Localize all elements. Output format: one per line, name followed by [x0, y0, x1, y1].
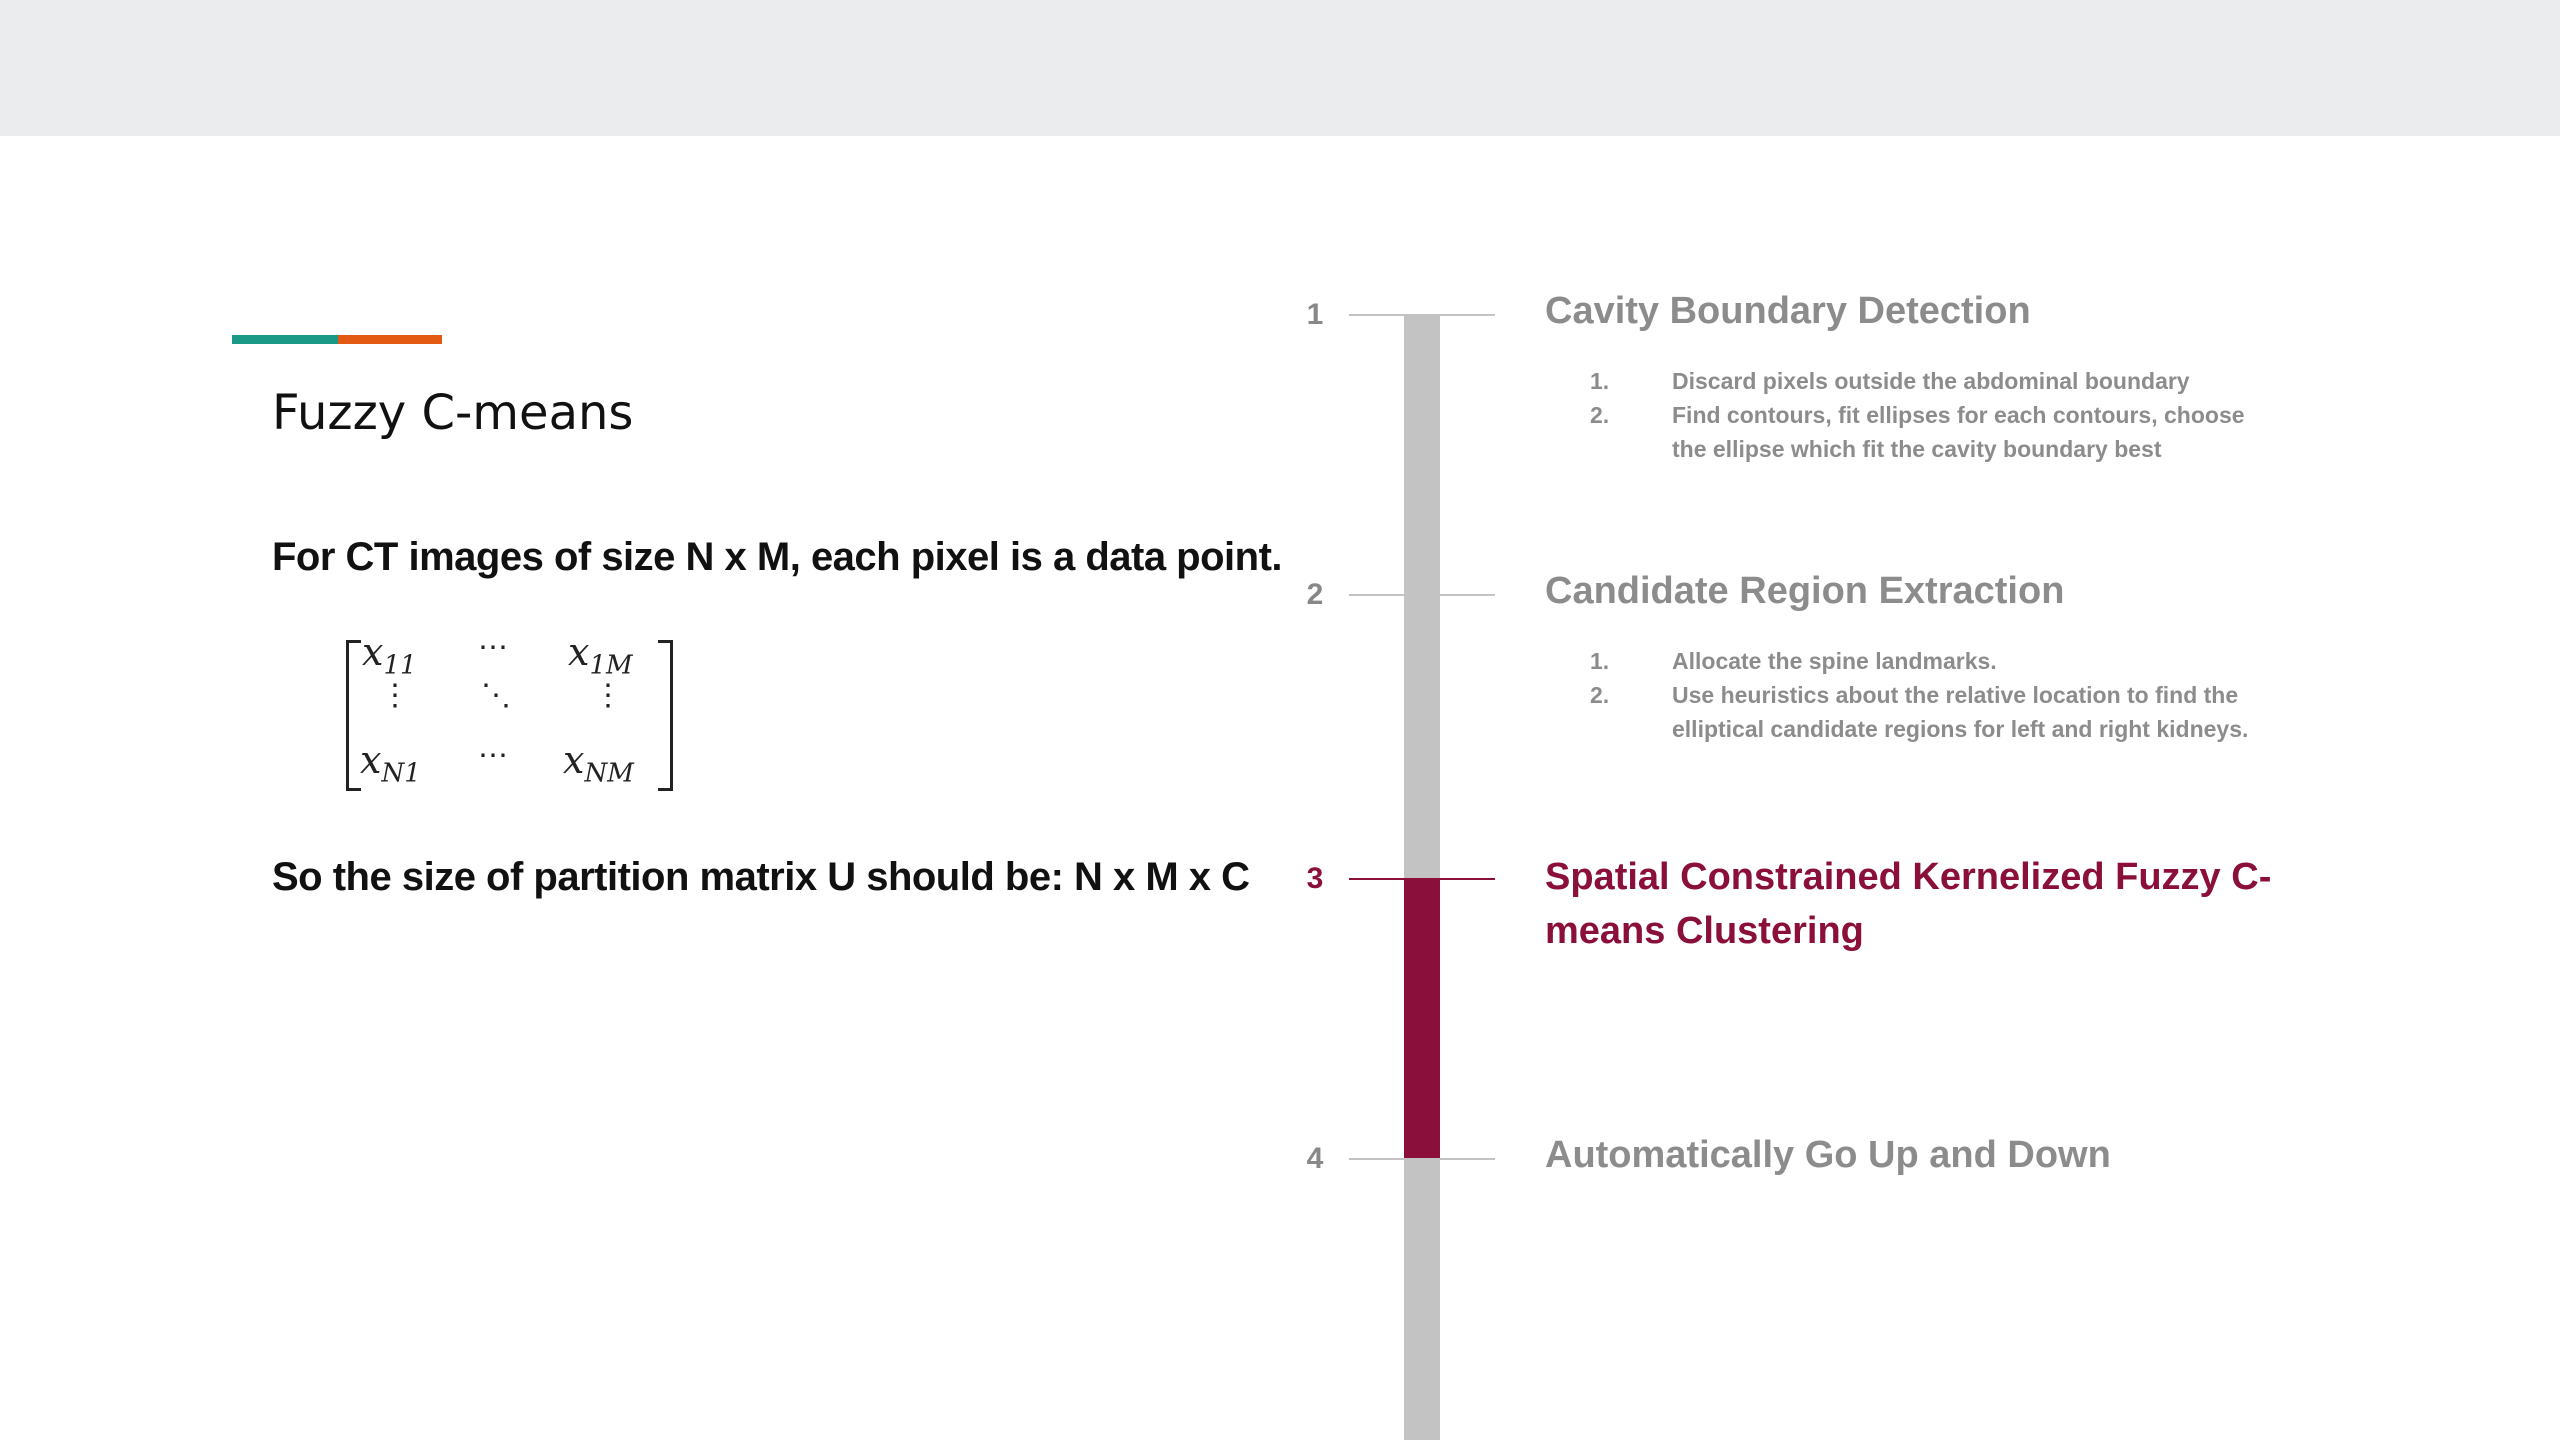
- step-title-1: Cavity Boundary Detection: [1545, 290, 2031, 332]
- matrix-right-bracket: [658, 640, 673, 791]
- matrix-cell-x11: $x_{11}$: [362, 630, 417, 681]
- timeline-tick-2: [1349, 594, 1495, 596]
- step-title-2: Candidate Region Extraction: [1545, 570, 2065, 612]
- matrix-hdots-top: ⋯: [478, 630, 508, 665]
- step-number-4: 4: [1306, 1142, 1324, 1175]
- timeline-tick-1: [1349, 314, 1495, 316]
- accent-bar-teal: [232, 335, 338, 344]
- list-item: 2. Find contours, fit ellipses for each contours, choose the ellipse which fit the cavity boundary best: [1590, 402, 2245, 462]
- matrix-left-bracket: [346, 640, 361, 791]
- timeline-tick-4: [1349, 1158, 1495, 1160]
- matrix-cell-x1M: $x_{1M}$: [568, 630, 633, 681]
- timeline-active-segment: [1404, 880, 1440, 1160]
- step-title-4: Automatically Go Up and Down: [1545, 1134, 2111, 1176]
- step-number-1: 1: [1306, 298, 1324, 331]
- matrix-ddots: ⋱: [481, 678, 511, 713]
- pixel-matrix: [338, 630, 678, 790]
- list-item: 1. Allocate the spine landmarks.: [1590, 648, 1997, 674]
- matrix-hdots-bottom: ⋯: [478, 738, 508, 773]
- list-item: 1. Discard pixels outside the abdominal boundary: [1590, 368, 2190, 394]
- step-title-3: Spatial Constrained Kernelized Fuzzy C-means Clustering: [1545, 856, 2272, 952]
- matrix-vdots-right: ⋮: [593, 678, 623, 713]
- matrix-cell-xN1: $x_{N1}$: [360, 738, 421, 789]
- body-line-partition-size: So the size of partition matrix U should be: N x M x C: [272, 855, 1250, 899]
- step-1-list: [1590, 364, 2270, 466]
- list-item: 2. Use heuristics about the relative location to find the elliptical candidate regions for left and right kidneys.: [1590, 682, 2249, 742]
- top-band: [0, 0, 2560, 136]
- step-2-list: [1590, 644, 2270, 746]
- body-line-data-point: For CT images of size N x M, each pixel is a data point.: [272, 535, 1283, 579]
- slide-title: Fuzzy C-means: [272, 385, 634, 441]
- step-number-3: 3: [1306, 862, 1324, 895]
- timeline-tick-3: [1349, 878, 1495, 880]
- matrix-cell-xNM: $x_{NM}$: [563, 738, 634, 789]
- accent-bar-orange: [338, 335, 442, 344]
- step-number-2: 2: [1306, 578, 1324, 611]
- matrix-vdots-left: ⋮: [380, 678, 410, 713]
